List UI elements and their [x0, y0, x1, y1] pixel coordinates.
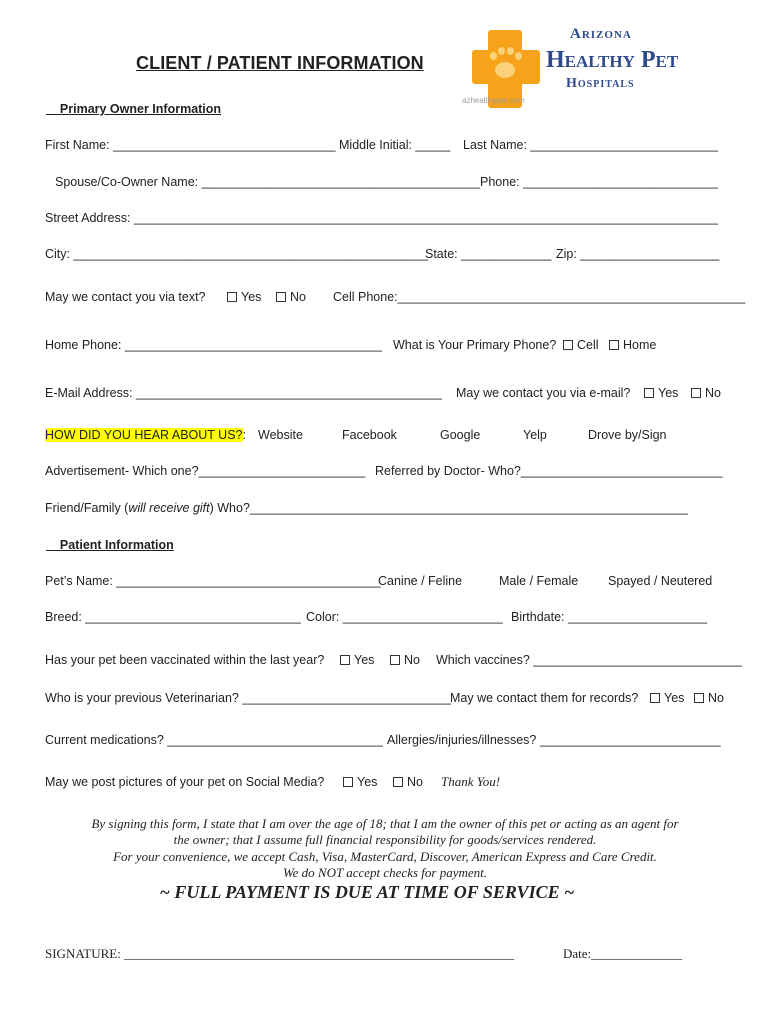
records-question: May we contact them for records?	[450, 691, 639, 705]
date-field[interactable]: Date:______________	[563, 946, 683, 961]
color-field[interactable]: Color: _______________________	[306, 610, 503, 624]
vaccinated-no-checkbox[interactable]: No	[390, 652, 420, 668]
referral-option-facebook[interactable]: Facebook	[342, 428, 397, 442]
species-options[interactable]: Canine / Feline	[378, 574, 463, 588]
referral-option-drove-by[interactable]: Drove by/Sign	[588, 428, 667, 442]
logo-line-1: Arizona	[570, 26, 632, 42]
checkbox-icon	[644, 388, 654, 398]
advertisement-field[interactable]: Advertisement- Which one?________________________	[45, 464, 366, 478]
primary-home-checkbox[interactable]: Home	[609, 337, 656, 353]
checkbox-icon	[691, 388, 701, 398]
allergies-field[interactable]: Allergies/injuries/illnesses? __________________________	[387, 733, 721, 747]
statement-line-2: the owner; that I assume full financial responsibility for goods/services rendered.	[173, 832, 597, 847]
text-no-checkbox[interactable]: No	[276, 289, 306, 305]
which-vaccines-field[interactable]: Which vaccines? ______________________________	[436, 653, 742, 667]
patient-section-heading: Patient Information	[59, 538, 174, 552]
middle-initial-field[interactable]: Middle Initial: _____	[339, 138, 451, 152]
social-yes-checkbox[interactable]: Yes	[343, 774, 377, 790]
first-name-field[interactable]: First Name: ________________________________	[45, 138, 336, 152]
records-no-checkbox[interactable]: No	[694, 690, 724, 706]
checkbox-icon	[650, 693, 660, 703]
referral-option-yelp[interactable]: Yelp	[523, 428, 547, 442]
phone-field[interactable]: Phone: ____________________________	[480, 175, 718, 189]
last-name-field[interactable]: Last Name: ___________________________	[463, 138, 719, 152]
text-yes-checkbox[interactable]: Yes	[227, 289, 261, 305]
checkbox-icon	[563, 340, 573, 350]
checkbox-icon	[276, 292, 286, 302]
previous-vet-field[interactable]: Who is your previous Veterinarian? ______________________________	[45, 691, 451, 705]
email-contact-question: May we contact you via e-mail?	[456, 386, 631, 400]
vaccinated-question: Has your pet been vaccinated within the last year?	[45, 653, 325, 667]
spay-neuter-options[interactable]: Spayed / Neutered	[608, 574, 713, 588]
breed-field[interactable]: Breed: _______________________________	[45, 610, 301, 624]
page-title: CLIENT / PATIENT INFORMATION	[136, 53, 424, 73]
pet-name-field[interactable]: Pet’s Name: ______________________________________	[45, 574, 381, 588]
email-no-checkbox[interactable]: No	[691, 385, 721, 401]
home-phone-field[interactable]: Home Phone: _____________________________________	[45, 338, 383, 352]
statement-line-4: We do NOT accept checks for payment.	[283, 865, 487, 880]
checkbox-icon	[227, 292, 237, 302]
checkbox-icon	[393, 777, 403, 787]
referral-question: HOW DID YOU HEAR ABOUT US?:	[45, 428, 246, 442]
statement-line-3: For your convenience, we accept Cash, Visa, MasterCard, Discover, American Express and Care Credit.	[113, 849, 657, 864]
primary-phone-question: What is Your Primary Phone?	[393, 338, 557, 352]
birthdate-field[interactable]: Birthdate: ____________________	[511, 610, 708, 624]
email-yes-checkbox[interactable]: Yes	[644, 385, 678, 401]
cell-phone-field[interactable]: Cell Phone:__________________________________________________	[333, 290, 746, 304]
referral-option-google[interactable]: Google	[440, 428, 481, 442]
thank-you-note: Thank You!	[441, 774, 501, 789]
social-media-question: May we post pictures of your pet on Social Media?	[45, 775, 325, 789]
social-no-checkbox[interactable]: No	[393, 774, 423, 790]
current-medications-field[interactable]: Current medications? _______________________________	[45, 733, 383, 747]
payment-due-notice: ~ FULL PAYMENT IS DUE AT TIME OF SERVICE ~	[159, 882, 575, 902]
vaccinated-yes-checkbox[interactable]: Yes	[340, 652, 374, 668]
checkbox-icon	[340, 655, 350, 665]
logo-line-3: Hospitals	[566, 76, 635, 91]
owner-section-heading: Primary Owner Information	[59, 102, 222, 116]
logo-url: azhealthypet.com	[462, 96, 525, 105]
spouse-name-field[interactable]: Spouse/Co-Owner Name: ________________________________________	[55, 175, 480, 189]
referred-by-doctor-field[interactable]: Referred by Doctor- Who?_____________________________	[375, 464, 723, 478]
text-contact-question: May we contact you via text?	[45, 290, 206, 304]
sex-options[interactable]: Male / Female	[499, 574, 579, 588]
state-field[interactable]: State: _____________	[425, 247, 552, 261]
email-field[interactable]: E-Mail Address: ____________________________________________	[45, 386, 442, 400]
zip-field[interactable]: Zip: ____________________	[556, 247, 720, 261]
city-field[interactable]: City: ___________________________________________________	[45, 247, 429, 261]
records-yes-checkbox[interactable]: Yes	[650, 690, 684, 706]
primary-cell-checkbox[interactable]: Cell	[563, 337, 599, 353]
friend-family-field[interactable]: Friend/Family (will receive gift) Who?_______________________________________________________________	[45, 501, 688, 515]
checkbox-icon	[609, 340, 619, 350]
checkbox-icon	[343, 777, 353, 787]
referral-option-website[interactable]: Website	[258, 428, 303, 442]
logo-line-2: Healthy Pet	[546, 47, 679, 73]
checkbox-icon	[390, 655, 400, 665]
checkbox-icon	[694, 693, 704, 703]
street-address-field[interactable]: Street Address: ____________________________________________________________________________________	[45, 211, 718, 225]
statement-line-1: By signing this form, I state that I am over the age of 18; that I am the owner of this pet or acting as an agent for	[91, 816, 679, 831]
signature-field[interactable]: SIGNATURE: ____________________________________________________________	[45, 946, 515, 961]
